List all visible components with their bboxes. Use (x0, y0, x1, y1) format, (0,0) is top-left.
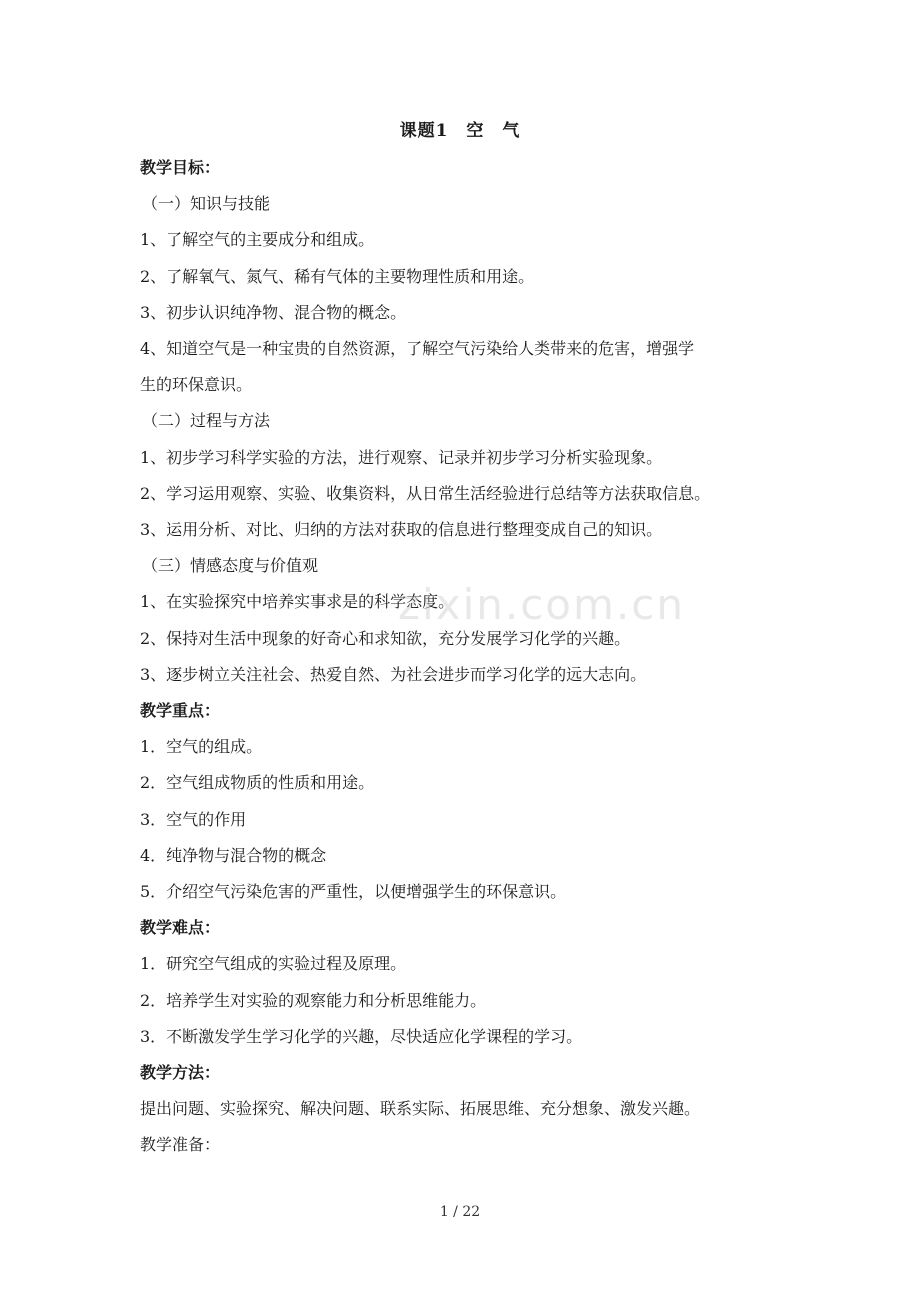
text-line: 2、了解氧气、氮气、稀有气体的主要物理性质和用途。 (140, 266, 535, 286)
text-line: 2、学习运用观察、实验、收集资料，从日常生活经验进行总结等方法获取信息。 (140, 483, 711, 503)
document-body (140, 150, 790, 1164)
text-line: 1．研究空气组成的实验过程及原理。 (140, 954, 407, 974)
text-line: 4．纯净物与混合物的概念 (140, 845, 327, 865)
text-line: 1、在实验探究中培养实事求是的科学态度。 (140, 592, 455, 612)
section-heading: 教学重点： (140, 701, 221, 721)
text-line: 3、初步认识纯净物、混合物的概念。 (140, 302, 407, 322)
text-line: 2、保持对生活中现象的好奇心和求知欲，充分发展学习化学的兴趣。 (140, 628, 631, 648)
text-line: 3、运用分析、对比、归纳的方法对获取的信息进行整理变成自己的知识。 (140, 520, 663, 540)
subsection-heading: （一）知识与技能 (142, 194, 271, 214)
text-line: 3．空气的作用 (140, 809, 247, 829)
watermark-text: zixin.com.cn (398, 580, 685, 629)
text-line: 3、逐步树立关注社会、热爱自然、为社会进步而学习化学的远大志向。 (140, 664, 647, 684)
text-line: 2．培养学生对实验的观察能力和分析思维能力。 (140, 990, 487, 1010)
text-line: 4、知道空气是一种宝贵的自然资源，了解空气污染给人类带来的危害，增强学 (140, 339, 695, 359)
page-number: 1 / 22 (439, 1204, 481, 1220)
text-line: 1、了解空气的主要成分和组成。 (140, 230, 375, 250)
text-line: 生的环保意识。 (140, 375, 253, 395)
text-line: 1、初步学习科学实验的方法，进行观察、记录并初步学习分析实验现象。 (140, 447, 663, 467)
text-line: 提出问题、实验探究、解决问题、联系实际、拓展思维、充分想象、激发兴趣。 (140, 1099, 701, 1119)
text-line: 2．空气组成物质的性质和用途。 (140, 773, 375, 793)
text-line: 教学准备： (140, 1135, 221, 1155)
text-line: 5．介绍空气污染危害的严重性，以便增强学生的环保意识。 (140, 882, 567, 902)
subsection-heading: （三）情感态度与价值观 (142, 556, 319, 576)
text-line: 3．不断激发学生学习化学的兴趣，尽快适应化学课程的学习。 (140, 1026, 583, 1046)
section-heading: 教学目标： (140, 158, 221, 177)
page-title: 课题1 空 气 (399, 121, 521, 141)
section-heading: 教学方法： (140, 1063, 221, 1083)
text-line: 1．空气的组成。 (140, 737, 263, 757)
section-heading: 教学难点： (140, 918, 221, 938)
subsection-heading: （二）过程与方法 (142, 411, 271, 431)
